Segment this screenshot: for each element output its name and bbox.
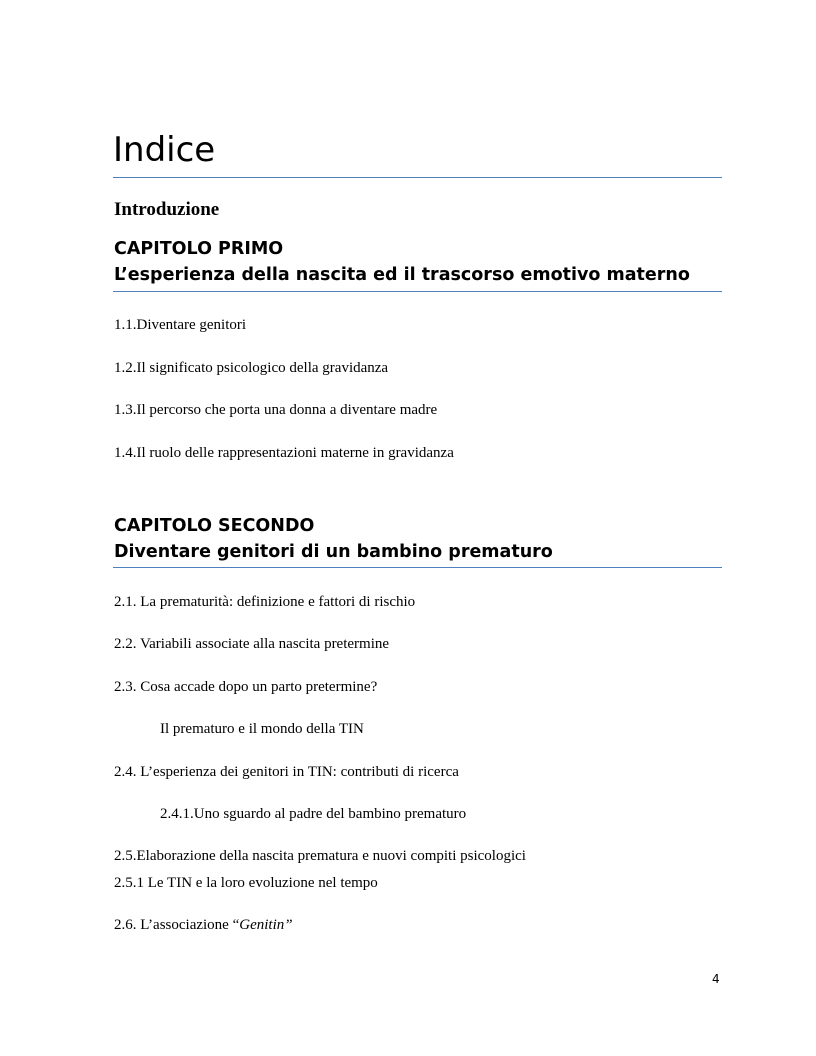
introduction-heading: Introduzione (114, 199, 220, 220)
chapter-2-label: CAPITOLO SECONDO (114, 516, 315, 536)
toc-entry (114, 917, 293, 934)
toc-entry: 2.4. L’esperienza dei genitori in TIN: contributi di ricerca (114, 764, 459, 780)
toc-entry: 1.4.Il ruolo delle rappresentazioni materne in gravidanza (114, 445, 454, 461)
toc-entry: 1.2.Il significato psicologico della gravidanza (114, 360, 389, 376)
toc-entry-italic: Genitin” (239, 917, 293, 933)
toc-entry-text: 2.6. L’associazione “ (114, 917, 240, 933)
chapter-2-heading (114, 513, 553, 565)
toc-entry: 2.3. Cosa accade dopo un parto pretermine? (114, 679, 378, 695)
page-title: Indice (113, 130, 216, 170)
toc-entry: 2.5.Elaborazione della nascita prematura e nuovi compiti psicologici (114, 848, 526, 864)
page-number: 4 (712, 972, 720, 986)
chapter-1-heading (114, 236, 690, 288)
toc-entry: 1.1.Diventare genitori (114, 317, 247, 333)
toc-entry: 2.5.1 Le TIN e la loro evoluzione nel tempo (114, 875, 378, 891)
chapter-2-divider (113, 567, 722, 568)
toc-entry: 2.1. La prematurità: definizione e fattori di rischio (114, 594, 416, 610)
toc-subentry: 2.4.1.Uno sguardo al padre del bambino prematuro (160, 806, 467, 822)
toc-entry: 1.3.Il percorso che porta una donna a diventare madre (114, 402, 438, 418)
chapter-2-title: Diventare genitori di un bambino prematuro (114, 542, 553, 562)
chapter-1-divider (113, 291, 722, 292)
chapter-1-title: L’esperienza della nascita ed il trascorso emotivo materno (114, 265, 690, 285)
toc-subentry: Il prematuro e il mondo della TIN (160, 721, 364, 737)
title-divider (113, 177, 722, 178)
toc-entry: 2.2. Variabili associate alla nascita pretermine (114, 636, 390, 652)
chapter-1-label: CAPITOLO PRIMO (114, 239, 284, 259)
